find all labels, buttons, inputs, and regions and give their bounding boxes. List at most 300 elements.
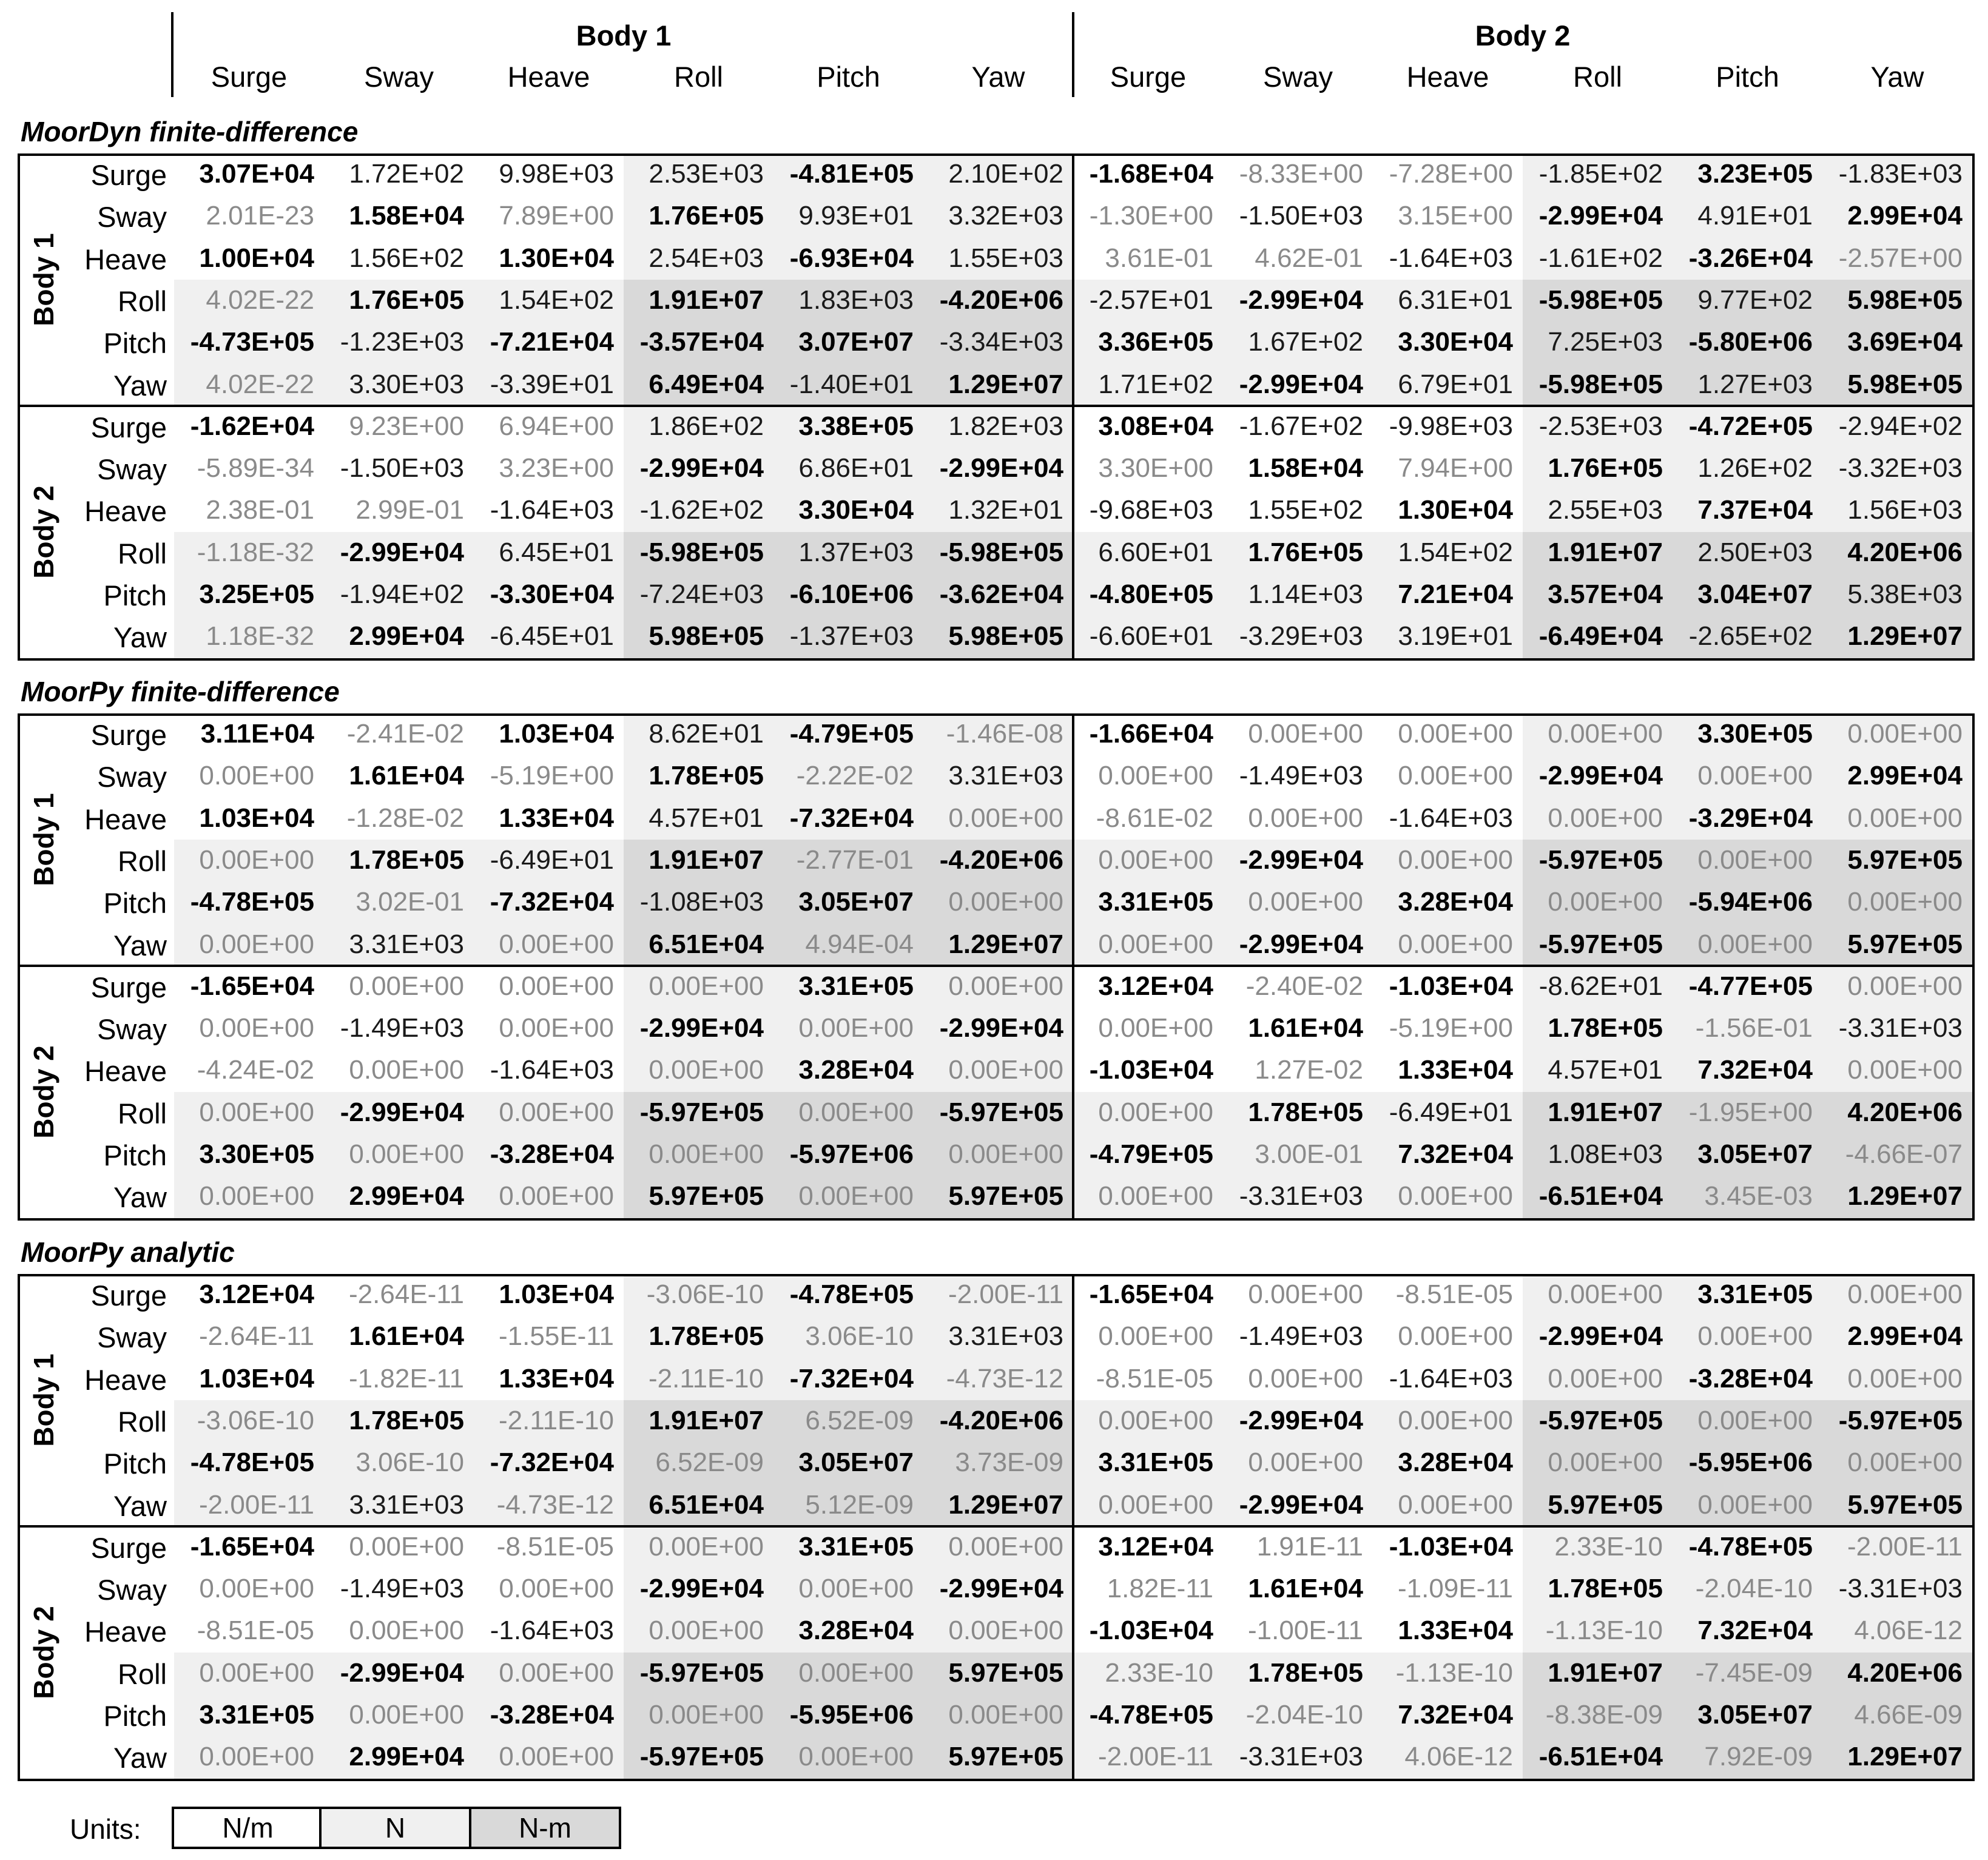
matrix-cell: -4.78E+05 xyxy=(190,1447,314,1478)
matrix-cell: 1.33E+04 xyxy=(499,803,614,833)
matrix-cell: 5.38E+03 xyxy=(1847,579,1963,609)
matrix-cell: -7.32E+04 xyxy=(490,1447,614,1478)
legend-box-n-per-m: N/m xyxy=(172,1807,324,1849)
matrix-cell: -2.41E-02 xyxy=(346,719,464,749)
matrix-cell: 6.52E-09 xyxy=(805,1405,914,1435)
matrix-cell: -6.49E+01 xyxy=(1389,1097,1513,1127)
matrix-cell: 0.00E+00 xyxy=(1548,719,1663,749)
matrix-cell: 0.00E+00 xyxy=(349,1055,464,1085)
matrix-cell: -2.04E-10 xyxy=(1245,1700,1363,1730)
matrix-cell: -8.51E-05 xyxy=(1395,1279,1513,1309)
matrix-cell: -5.97E+05 xyxy=(1538,929,1663,959)
matrix-cell: 1.56E+02 xyxy=(349,243,464,273)
matrix-cell: 3.07E+07 xyxy=(798,327,914,357)
matrix-cell: 3.31E+05 xyxy=(798,971,914,1001)
matrix-cell: -3.62E+04 xyxy=(939,579,1063,609)
matrix-cell: 6.52E-09 xyxy=(655,1447,764,1478)
matrix-cell: 0.00E+00 xyxy=(349,1616,464,1646)
matrix-cell: -1.64E+03 xyxy=(490,1055,614,1085)
matrix-cell: 3.23E+05 xyxy=(1697,159,1813,189)
matrix-cell: 4.06E-12 xyxy=(1854,1616,1963,1646)
matrix-cell: 3.05E+07 xyxy=(1697,1139,1813,1169)
row-dof-label: Pitch xyxy=(103,1447,167,1480)
header-dof: Pitch xyxy=(817,61,880,93)
section-title: MoorPy analytic xyxy=(21,1236,235,1268)
matrix-cell: 0.00E+00 xyxy=(1847,1447,1963,1478)
matrix-cell: -3.57E+04 xyxy=(639,327,764,357)
matrix-cell: -2.00E-11 xyxy=(199,1489,314,1520)
matrix-cell: -5.98E+05 xyxy=(939,537,1063,567)
matrix-cell: 0.00E+00 xyxy=(199,1574,314,1604)
matrix-cell: 0.00E+00 xyxy=(1847,719,1963,749)
matrix-cell: 0.00E+00 xyxy=(649,1531,764,1562)
matrix-cell: -2.99E+04 xyxy=(340,537,464,567)
matrix-cell: 0.00E+00 xyxy=(649,971,764,1001)
matrix-cell: -6.45E+01 xyxy=(490,621,614,652)
matrix-cell: 1.91E+07 xyxy=(649,1405,764,1435)
matrix-cell: -1.28E-02 xyxy=(346,803,464,833)
matrix-cell: 7.92E-09 xyxy=(1704,1742,1813,1772)
matrix-cell: 0.00E+00 xyxy=(199,761,314,791)
matrix-cell: 2.50E+03 xyxy=(1697,537,1813,567)
matrix-cell: 0.00E+00 xyxy=(649,1055,764,1085)
matrix-cell: 0.00E+00 xyxy=(948,1700,1063,1730)
table-border xyxy=(18,713,20,1221)
matrix-cell: 1.33E+04 xyxy=(1398,1616,1513,1646)
matrix-cell: 3.12E+04 xyxy=(1098,1531,1213,1562)
matrix-cell: -1.49E+03 xyxy=(1239,1321,1363,1352)
row-body-label: Body 1 xyxy=(28,1353,59,1447)
header-dof: Roll xyxy=(1573,61,1622,93)
matrix-cell: -1.65E+04 xyxy=(1089,1279,1213,1309)
matrix-cell: 5.98E+05 xyxy=(948,621,1063,652)
matrix-cell: 1.76E+05 xyxy=(649,201,764,231)
header-dof: Sway xyxy=(364,61,434,93)
matrix-cell: 1.32E+01 xyxy=(948,495,1063,525)
matrix-cell: -8.62E+01 xyxy=(1538,971,1663,1001)
matrix-cell: -5.97E+05 xyxy=(939,1097,1063,1127)
matrix-cell: 1.54E+02 xyxy=(499,285,614,315)
matrix-cell: 4.91E+01 xyxy=(1697,201,1813,231)
matrix-cell: -2.22E-02 xyxy=(796,761,914,791)
matrix-cell: 0.00E+00 xyxy=(499,1181,614,1211)
matrix-cell: 5.97E+05 xyxy=(1847,1489,1963,1520)
matrix-cell: 1.86E+02 xyxy=(649,411,764,441)
matrix-cell: -1.94E+02 xyxy=(340,579,464,609)
matrix-cell: -4.66E-07 xyxy=(1845,1139,1963,1169)
matrix-cell: 0.00E+00 xyxy=(798,1181,914,1211)
matrix-cell: 3.31E+03 xyxy=(948,1321,1063,1352)
matrix-cell: -4.80E+05 xyxy=(1089,579,1213,609)
matrix-cell: -5.95E+06 xyxy=(789,1700,914,1730)
header-body-2: Body 2 xyxy=(1475,19,1571,52)
matrix-cell: 7.32E+04 xyxy=(1697,1055,1813,1085)
header-dof: Pitch xyxy=(1716,61,1779,93)
matrix-cell: 0.00E+00 xyxy=(798,1657,914,1688)
matrix-cell: -4.78E+05 xyxy=(190,887,314,917)
matrix-cell: -6.93E+04 xyxy=(789,243,914,273)
matrix-cell: 0.00E+00 xyxy=(1398,1489,1513,1520)
matrix-cell: -4.73E-12 xyxy=(496,1489,614,1520)
matrix-cell: -2.57E+01 xyxy=(1089,285,1213,315)
matrix-cell: -1.03E+04 xyxy=(1089,1055,1213,1085)
matrix-cell: 0.00E+00 xyxy=(1098,1489,1213,1520)
matrix-cell: -1.95E+00 xyxy=(1688,1097,1813,1127)
row-dof-label: Sway xyxy=(97,1574,167,1606)
matrix-cell: 0.00E+00 xyxy=(499,1097,614,1127)
matrix-cell: -7.21E+04 xyxy=(490,327,614,357)
matrix-cell: 0.00E+00 xyxy=(1248,803,1363,833)
matrix-cell: -3.28E+04 xyxy=(1688,1363,1813,1393)
row-dof-label: Heave xyxy=(84,1363,167,1396)
matrix-cell: 0.00E+00 xyxy=(1847,1363,1963,1393)
matrix-cell: -8.51E-05 xyxy=(496,1531,614,1562)
matrix-cell: 0.00E+00 xyxy=(1398,1405,1513,1435)
matrix-cell: -4.78E+05 xyxy=(789,1279,914,1309)
matrix-cell: 4.57E+01 xyxy=(1548,1055,1663,1085)
table-border xyxy=(18,1274,20,1781)
matrix-cell: 1.71E+02 xyxy=(1098,369,1213,399)
matrix-cell: -6.49E+01 xyxy=(490,844,614,875)
matrix-cell: -5.89E-34 xyxy=(197,453,314,484)
matrix-cell: 0.00E+00 xyxy=(798,1574,914,1604)
matrix-cell: 4.20E+06 xyxy=(1847,1097,1963,1127)
matrix-cell: -1.23E+03 xyxy=(340,327,464,357)
matrix-cell: 4.20E+06 xyxy=(1847,537,1963,567)
matrix-cell: 1.37E+03 xyxy=(798,537,914,567)
matrix-cell: 5.97E+05 xyxy=(948,1181,1063,1211)
matrix-cell: 3.07E+04 xyxy=(199,159,314,189)
matrix-cell: 8.62E+01 xyxy=(649,719,764,749)
matrix-cell: -1.64E+03 xyxy=(490,1616,614,1646)
matrix-cell: -4.81E+05 xyxy=(789,159,914,189)
matrix-cell: 1.72E+02 xyxy=(349,159,464,189)
matrix-cell: 0.00E+00 xyxy=(1098,1013,1213,1043)
matrix-cell: 1.03E+04 xyxy=(499,719,614,749)
matrix-cell: 1.29E+07 xyxy=(1847,1742,1963,1772)
row-body-label: Body 1 xyxy=(28,233,59,326)
matrix-cell: 0.00E+00 xyxy=(1847,1279,1963,1309)
matrix-cell: 0.00E+00 xyxy=(798,1097,914,1127)
matrix-cell: 1.29E+07 xyxy=(948,1489,1063,1520)
row-dof-label: Surge xyxy=(90,159,167,191)
matrix-cell: -3.06E-10 xyxy=(646,1279,764,1309)
matrix-cell: 2.99E+04 xyxy=(1847,761,1963,791)
matrix-cell: -5.97E+05 xyxy=(1838,1405,1963,1435)
matrix-cell: 1.78E+05 xyxy=(1548,1013,1663,1043)
matrix-cell: -6.10E+06 xyxy=(789,579,914,609)
matrix-cell: 1.29E+07 xyxy=(1847,1181,1963,1211)
row-dof-label: Yaw xyxy=(113,1742,167,1774)
matrix-cell: 5.97E+05 xyxy=(948,1742,1063,1772)
matrix-cell: 2.10E+02 xyxy=(948,159,1063,189)
matrix-cell: 3.31E+05 xyxy=(798,1531,914,1562)
matrix-cell: -2.99E+04 xyxy=(639,1574,764,1604)
matrix-cell: -1.83E+03 xyxy=(1838,159,1963,189)
matrix-cell: -5.19E+00 xyxy=(490,761,614,791)
matrix-cell: 2.99E-01 xyxy=(355,495,464,525)
matrix-cell: -2.00E-11 xyxy=(1847,1531,1963,1562)
matrix-cell: 0.00E+00 xyxy=(948,1139,1063,1169)
matrix-cell: 4.20E+06 xyxy=(1847,1657,1963,1688)
matrix-cell: 3.30E+05 xyxy=(1697,719,1813,749)
matrix-cell: 0.00E+00 xyxy=(1398,1181,1513,1211)
table-border xyxy=(18,965,1975,967)
matrix-cell: 3.30E+04 xyxy=(1398,327,1513,357)
matrix-cell: -7.24E+03 xyxy=(639,579,764,609)
matrix-cell: 1.33E+04 xyxy=(499,1363,614,1393)
matrix-cell: 2.33E-10 xyxy=(1554,1531,1663,1562)
matrix-cell: -1.64E+03 xyxy=(490,495,614,525)
matrix-cell: 3.12E+04 xyxy=(199,1279,314,1309)
matrix-cell: -1.64E+03 xyxy=(1389,243,1513,273)
row-dof-label: Surge xyxy=(90,1279,167,1312)
matrix-cell: 2.01E-23 xyxy=(206,201,314,231)
matrix-cell: 0.00E+00 xyxy=(499,1574,614,1604)
row-dof-label: Sway xyxy=(97,1013,167,1046)
matrix-cell: 0.00E+00 xyxy=(1098,1405,1213,1435)
matrix-cell: 9.93E+01 xyxy=(798,201,914,231)
matrix-cell: 0.00E+00 xyxy=(499,1013,614,1043)
table-border xyxy=(18,153,20,661)
matrix-cell: 3.31E+05 xyxy=(1098,887,1213,917)
matrix-cell: 3.31E+05 xyxy=(1098,1447,1213,1478)
row-dof-label: Roll xyxy=(118,844,167,877)
matrix-cell: 1.08E+03 xyxy=(1548,1139,1663,1169)
matrix-cell: -3.26E+04 xyxy=(1688,243,1813,273)
matrix-cell: 6.51E+04 xyxy=(649,1489,764,1520)
matrix-cell: -4.20E+06 xyxy=(939,1405,1063,1435)
matrix-cell: -2.99E+04 xyxy=(639,453,764,484)
matrix-cell: 2.38E-01 xyxy=(206,495,314,525)
matrix-cell: 4.66E-09 xyxy=(1854,1700,1963,1730)
matrix-cell: 2.99E+04 xyxy=(349,621,464,652)
matrix-cell: 3.25E+05 xyxy=(199,579,314,609)
matrix-cell: 1.91E-11 xyxy=(1256,1531,1363,1562)
row-dof-label: Roll xyxy=(118,1097,167,1130)
matrix-cell: -2.11E-10 xyxy=(499,1405,614,1435)
matrix-cell: -3.29E+04 xyxy=(1688,803,1813,833)
matrix-cell: 0.00E+00 xyxy=(1697,929,1813,959)
row-body-label: Body 2 xyxy=(28,1045,59,1139)
matrix-cell: 0.00E+00 xyxy=(1398,761,1513,791)
matrix-cell: 1.03E+04 xyxy=(199,803,314,833)
matrix-cell: 1.58E+04 xyxy=(349,201,464,231)
matrix-cell: -2.64E-11 xyxy=(199,1321,314,1352)
header-dof: Surge xyxy=(1110,61,1187,93)
matrix-cell: 5.97E+05 xyxy=(1548,1489,1663,1520)
matrix-cell: 0.00E+00 xyxy=(1098,844,1213,875)
matrix-cell: 0.00E+00 xyxy=(1548,1447,1663,1478)
matrix-cell: 0.00E+00 xyxy=(199,1097,314,1127)
matrix-cell: 3.28E+04 xyxy=(1398,887,1513,917)
matrix-cell: 0.00E+00 xyxy=(1697,1405,1813,1435)
matrix-cell: 1.91E+07 xyxy=(1548,537,1663,567)
matrix-cell: 3.05E+07 xyxy=(798,887,914,917)
matrix-cell: -1.50E+03 xyxy=(1239,201,1363,231)
matrix-cell: 5.98E+05 xyxy=(649,621,764,652)
matrix-cell: 1.27E-02 xyxy=(1255,1055,1363,1085)
matrix-cell: -1.49E+03 xyxy=(340,1013,464,1043)
matrix-cell: 0.00E+00 xyxy=(1697,844,1813,875)
legend-box-n: N xyxy=(319,1807,471,1849)
matrix-cell: 0.00E+00 xyxy=(1098,1097,1213,1127)
matrix-cell: 0.00E+00 xyxy=(798,1742,914,1772)
matrix-cell: 1.91E+07 xyxy=(1548,1097,1663,1127)
matrix-cell: -4.20E+06 xyxy=(939,285,1063,315)
matrix-cell: 3.30E+03 xyxy=(349,369,464,399)
matrix-cell: 3.28E+04 xyxy=(798,1055,914,1085)
matrix-cell: 3.61E-01 xyxy=(1105,243,1213,273)
matrix-cell: 0.00E+00 xyxy=(1847,1055,1963,1085)
matrix-cell: -5.97E+05 xyxy=(639,1742,764,1772)
matrix-cell: 6.49E+04 xyxy=(649,369,764,399)
matrix-cell: -1.64E+03 xyxy=(1389,1363,1513,1393)
matrix-cell: 0.00E+00 xyxy=(349,1700,464,1730)
matrix-cell: -2.99E+04 xyxy=(939,1574,1063,1604)
matrix-cell: -1.65E+04 xyxy=(190,971,314,1001)
matrix-cell: 4.02E-22 xyxy=(206,369,314,399)
matrix-cell: -1.56E-01 xyxy=(1695,1013,1813,1043)
matrix-cell: -1.03E+04 xyxy=(1389,971,1513,1001)
matrix-cell: 1.29E+07 xyxy=(948,369,1063,399)
matrix-cell: -2.00E-11 xyxy=(948,1279,1063,1309)
matrix-cell: -2.99E+04 xyxy=(1538,761,1663,791)
matrix-cell: 4.02E-22 xyxy=(206,285,314,315)
matrix-cell: 7.25E+03 xyxy=(1548,327,1663,357)
matrix-cell: -1.13E-10 xyxy=(1545,1616,1663,1646)
matrix-cell: 1.56E+03 xyxy=(1847,495,1963,525)
matrix-cell: -2.04E-10 xyxy=(1695,1574,1813,1604)
matrix-cell: 3.31E+03 xyxy=(948,761,1063,791)
matrix-cell: 3.15E+00 xyxy=(1398,201,1513,231)
matrix-cell: 0.00E+00 xyxy=(1697,761,1813,791)
matrix-cell: -1.08E+03 xyxy=(639,887,764,917)
matrix-cell: 3.31E+03 xyxy=(349,1489,464,1520)
matrix-cell: 1.91E+07 xyxy=(649,285,764,315)
matrix-cell: -6.60E+01 xyxy=(1089,621,1213,652)
table-border xyxy=(18,153,1975,156)
matrix-cell: -5.97E+05 xyxy=(1538,1405,1663,1435)
matrix-cell: -1.13E-10 xyxy=(1395,1657,1513,1688)
matrix-cell: 5.97E+05 xyxy=(1847,844,1963,875)
row-body-label: Body 2 xyxy=(28,485,59,579)
matrix-cell: -8.38E-09 xyxy=(1545,1700,1663,1730)
matrix-cell: 3.04E+07 xyxy=(1697,579,1813,609)
matrix-cell: -8.51E-05 xyxy=(1096,1363,1213,1393)
matrix-cell: 2.99E+04 xyxy=(349,1181,464,1211)
row-body-label: Body 2 xyxy=(28,1606,59,1699)
matrix-cell: 3.00E-01 xyxy=(1255,1139,1363,1169)
matrix-cell: 5.97E+05 xyxy=(649,1181,764,1211)
matrix-cell: 1.30E+04 xyxy=(1398,495,1513,525)
matrix-cell: -7.32E+04 xyxy=(490,887,614,917)
matrix-cell: 3.06E-10 xyxy=(355,1447,464,1478)
matrix-cell: 0.00E+00 xyxy=(948,1055,1063,1085)
row-dof-label: Pitch xyxy=(103,1139,167,1171)
matrix-cell: -3.30E+04 xyxy=(490,579,614,609)
matrix-cell: -3.06E-10 xyxy=(197,1405,314,1435)
row-dof-label: Heave xyxy=(84,495,167,528)
matrix-cell: 3.69E+04 xyxy=(1847,327,1963,357)
matrix-cell: 0.00E+00 xyxy=(349,971,464,1001)
matrix-cell: -1.50E+03 xyxy=(340,453,464,484)
matrix-cell: 3.31E+05 xyxy=(1697,1279,1813,1309)
matrix-cell: 1.29E+07 xyxy=(1847,621,1963,652)
matrix-cell: 1.14E+03 xyxy=(1248,579,1363,609)
row-dof-label: Roll xyxy=(118,285,167,317)
matrix-cell: -2.40E-02 xyxy=(1245,971,1363,1001)
matrix-cell: -1.64E+03 xyxy=(1389,803,1513,833)
matrix-cell: 2.99E+04 xyxy=(349,1742,464,1772)
matrix-cell: -3.31E+03 xyxy=(1838,1013,1963,1043)
matrix-cell: 3.12E+04 xyxy=(1098,971,1213,1001)
row-dof-label: Sway xyxy=(97,761,167,794)
matrix-cell: 1.82E-11 xyxy=(1107,1574,1213,1604)
matrix-cell: -2.99E+04 xyxy=(1239,929,1363,959)
matrix-cell: -7.32E+04 xyxy=(789,1363,914,1393)
matrix-cell: -3.28E+04 xyxy=(490,1700,614,1730)
matrix-cell: 9.77E+02 xyxy=(1697,285,1813,315)
matrix-cell: 3.06E-10 xyxy=(805,1321,914,1352)
matrix-cell: 0.00E+00 xyxy=(1248,1279,1363,1309)
matrix-cell: -2.99E+04 xyxy=(340,1657,464,1688)
matrix-cell: 6.86E+01 xyxy=(798,453,914,484)
matrix-cell: 0.00E+00 xyxy=(199,1013,314,1043)
matrix-cell: -3.28E+04 xyxy=(490,1139,614,1169)
row-dof-label: Yaw xyxy=(113,929,167,962)
matrix-cell: 0.00E+00 xyxy=(1697,1489,1813,1520)
matrix-cell: -2.00E-11 xyxy=(1098,1742,1213,1772)
matrix-cell: 1.03E+04 xyxy=(199,1363,314,1393)
matrix-cell: -1.03E+04 xyxy=(1389,1531,1513,1562)
matrix-cell: -6.51E+04 xyxy=(1538,1742,1663,1772)
table-border xyxy=(18,658,1975,661)
matrix-cell: 1.83E+03 xyxy=(798,285,914,315)
matrix-cell: -4.77E+05 xyxy=(1688,971,1813,1001)
matrix-cell: -9.98E+03 xyxy=(1389,411,1513,441)
matrix-cell: 5.97E+05 xyxy=(948,1657,1063,1688)
table-border xyxy=(18,1779,1975,1781)
matrix-cell: -2.94E+02 xyxy=(1838,411,1963,441)
row-dof-label: Surge xyxy=(90,971,167,1003)
row-dof-label: Surge xyxy=(90,411,167,443)
matrix-cell: -8.51E-05 xyxy=(197,1616,314,1646)
matrix-cell: -3.29E+03 xyxy=(1239,621,1363,652)
matrix-cell: -2.57E+00 xyxy=(1838,243,1963,273)
matrix-cell: 3.23E+00 xyxy=(499,453,614,484)
legend-units-label: Units: xyxy=(70,1813,141,1845)
matrix-cell: 0.00E+00 xyxy=(499,1742,614,1772)
matrix-cell: -1.68E+04 xyxy=(1089,159,1213,189)
matrix-cell: -1.61E+02 xyxy=(1538,243,1663,273)
matrix-cell: -1.30E+00 xyxy=(1089,201,1213,231)
matrix-cell: 3.05E+07 xyxy=(798,1447,914,1478)
matrix-cell: 3.30E+00 xyxy=(1098,453,1213,484)
matrix-cell: 3.28E+04 xyxy=(798,1616,914,1646)
table-border xyxy=(18,1218,1975,1221)
matrix-cell: -1.46E-08 xyxy=(946,719,1063,749)
matrix-cell: 3.11E+04 xyxy=(200,719,314,749)
table-border xyxy=(1972,1274,1975,1781)
row-dof-label: Pitch xyxy=(103,579,167,612)
matrix-cell: -7.45E-09 xyxy=(1695,1657,1813,1688)
matrix-cell: 1.78E+05 xyxy=(1248,1097,1363,1127)
matrix-cell: 9.98E+03 xyxy=(499,159,614,189)
matrix-cell: 0.00E+00 xyxy=(948,971,1063,1001)
matrix-cell: 0.00E+00 xyxy=(948,803,1063,833)
matrix-cell: -1.62E+04 xyxy=(190,411,314,441)
